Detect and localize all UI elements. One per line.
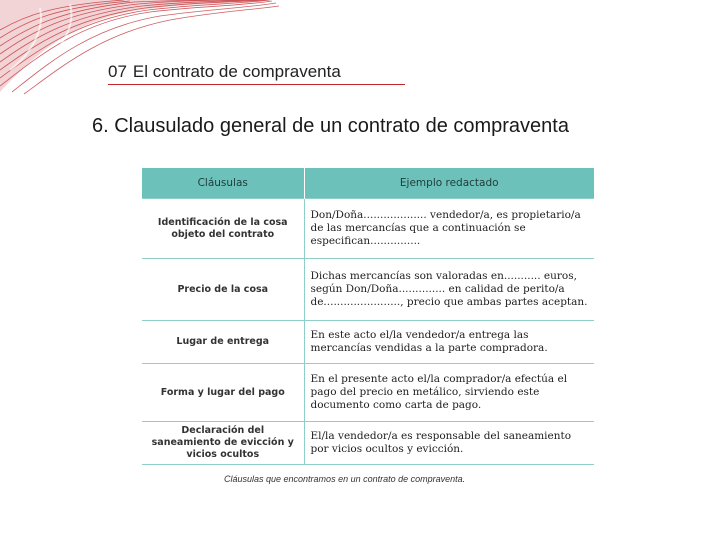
- clauses-table: [142, 168, 594, 465]
- column-header-clauses: Cláusulas: [142, 168, 304, 199]
- chapter-header: [108, 62, 405, 85]
- clause-name: Identificación de la cosa objeto del contrato: [142, 199, 304, 259]
- table-row: [142, 259, 594, 321]
- table-row: [142, 321, 594, 364]
- table-header-row: [142, 168, 594, 199]
- column-header-example: Ejemplo redactado: [304, 168, 594, 199]
- chapter-number: 07: [108, 62, 127, 81]
- clause-example: En el presente acto el/la comprador/a efectúa el pago del precio en metálico, sirviendo este documento como carta de pago.: [304, 364, 594, 422]
- clause-example: En este acto el/la vendedor/a entrega las mercancías vendidas a la parte compradora.: [304, 321, 594, 364]
- table-row: [142, 422, 594, 465]
- clause-name: Declaración del saneamiento de evicción y vicios ocultos: [142, 422, 304, 465]
- clause-example: Dichas mercancías son valoradas en........... euros, según Don/Doña.............. en calidad de perito/a de......................., precio que ambas partes aceptan.: [304, 259, 594, 321]
- chapter-title: El contrato de compraventa: [132, 62, 341, 81]
- table-row: [142, 199, 594, 259]
- clause-example: El/la vendedor/a es responsable del saneamiento por vicios ocultos y evicción.: [304, 422, 594, 465]
- table-row: [142, 364, 594, 422]
- clause-name: Forma y lugar del pago: [142, 364, 304, 422]
- slide-title: 6. Clausulado general de un contrato de compraventa: [92, 115, 569, 137]
- table-caption: Cláusulas que encontramos en un contrato de compraventa.: [224, 474, 466, 484]
- clause-name: Lugar de entrega: [142, 321, 304, 364]
- clause-name: Precio de la cosa: [142, 259, 304, 321]
- clause-example: Don/Doña................... vendedor/a, es propietario/a de las mercancías que a continuación se especifican...............: [304, 199, 594, 259]
